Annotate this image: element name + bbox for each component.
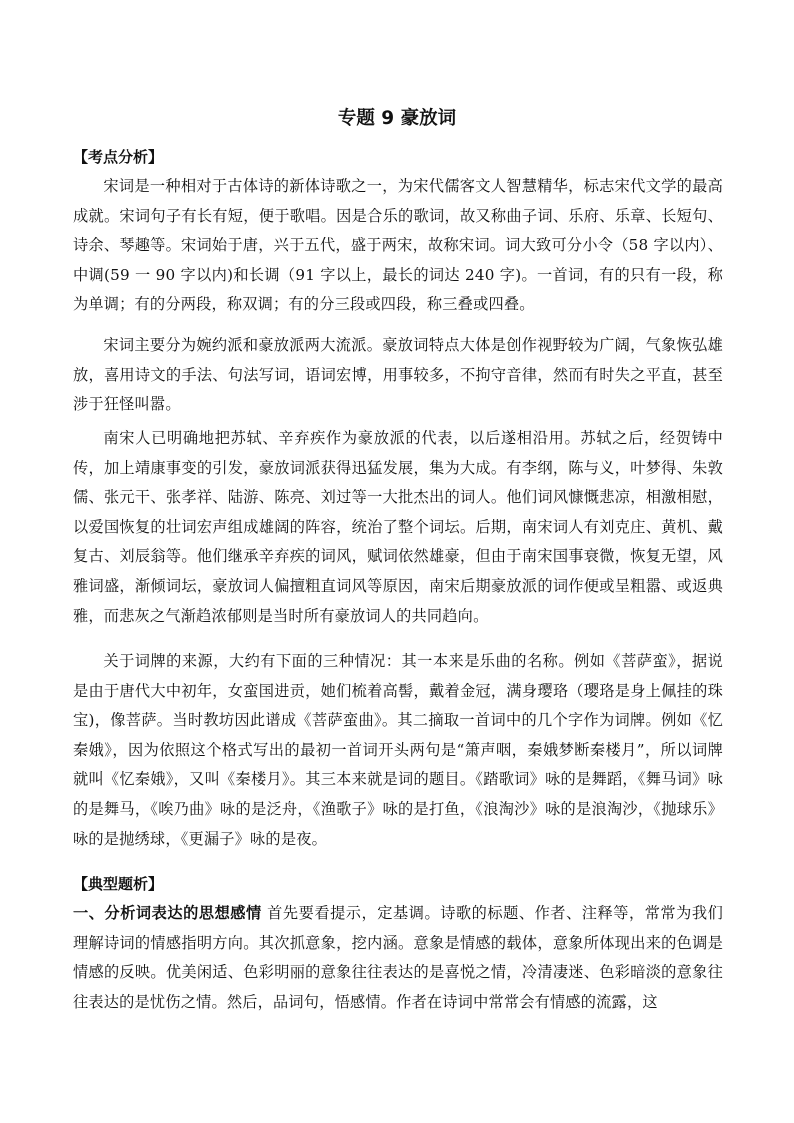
- section-heading-typical: 【典型题析】: [73, 875, 164, 893]
- page-title: 专题 9 豪放词: [337, 108, 457, 129]
- paragraph-emotion-body: 首先要看提示，定基调。诗歌的标题、作者、注释等，常常为我们理解诗词的情感指明方向。其次抓意象，挖内涵。意象是情感的载体，意象所体现出来的色调是情感的反映。优美闲适、色彩明丽的意象往往表达的是喜悦之情，冷清凄迷、色彩暗淡的意象往往表达的是忧伤之情。然后，品词句，悟感情。作者在诗词中常常会有情感的流露，这: [73, 904, 724, 1011]
- paragraph-cipai-origin: 关于词牌的来源，大约有下面的三种情况：其一本来是乐曲的名称。例如《菩萨蛮》，据说是由于唐代大中初年，女蛮国进贡，她们梳着高髻，戴着金冠，满身璎珞（璎珞是身上佩挂的珠宝)，像菩萨。当时教坊因此谱成《菩萨蛮曲》。其二摘取一首词中的几个字作为词牌。例如《忆秦娥》，因为依照这个格式写出的最初一首词开头两句是“箫声咽，秦娥梦断秦楼月”，所以词牌就叫《忆秦娥》，又叫《秦楼月》。其三本来就是词的题目。《踏歌词》咏的是舞蹈，《舞马词》咏的是舞马，《唉乃曲》咏的是泛舟，《渔歌子》咏的是打鱼，《浪淘沙》咏的是浪淘沙，《抛球乐》咏的是抛绣球，《更漏子》咏的是夜。: [73, 652, 723, 848]
- subheading-emotion: 一、分析词表达的思想感情: [73, 904, 262, 922]
- section-heading-analysis: 【考点分析】: [73, 148, 164, 166]
- paragraph-emotion-analysis: [73, 899, 723, 1017]
- paragraph-southern-song: 南宋人已明确地把苏轼、辛弃疾作为豪放派的代表，以后遂相沿用。苏轼之后，经贺铸中传，加上靖康事变的引发，豪放词派获得迅猛发展，集为大成。有李纲，陈与义，叶梦得、朱敦儒、张元干、张孝祥、陆游、陈亮、刘过等一大批杰出的词人。他们词风慷慨悲凉，相激相慰，以爱国恢复的壮词宏声组成雄阔的阵容，统治了整个词坛。后期，南宋词人有刘克庄、黄机、戴复古、刘辰翁等。他们继承辛弃疾的词风，赋词依然雄豪，但由于南宋国事衰微，恢复无望，风雅词盛，渐倾词坛，豪放词人偏擅粗直词风等原因，南宋后期豪放派的词作便或呈粗嚣、或返典雅，而悲灰之气渐趋浓郁则是当时所有豪放词人的共同趋向。: [73, 429, 723, 625]
- paragraph-schools: 宋词主要分为婉约派和豪放派两大流派。豪放词特点大体是创作视野较为广阔，气象恢弘雄放，喜用诗文的手法、句法写词，语词宏博，用事较多，不拘守音律，然而有时失之平直，甚至涉于狂怪叫嚣。: [73, 336, 723, 414]
- paragraph-song-ci-intro: 宋词是一种相对于古体诗的新体诗歌之一，为宋代儒客文人智慧精华，标志宋代文学的最高成就。宋词句子有长有短，便于歌唱。因是合乐的歌词，故又称曲子词、乐府、乐章、长短句、诗余、琴趣等。宋词始于唐，兴于五代，盛于两宋，故称宋词。词大致可分小令（58 字以内）、中调(59 一 90 字以内)和长调（91 字以上，最长的词达 240 字)。一首词，有的只有一段，称为单调；有的分两段，称双调；有的分三段或四段，称三叠或四叠。: [73, 177, 723, 314]
